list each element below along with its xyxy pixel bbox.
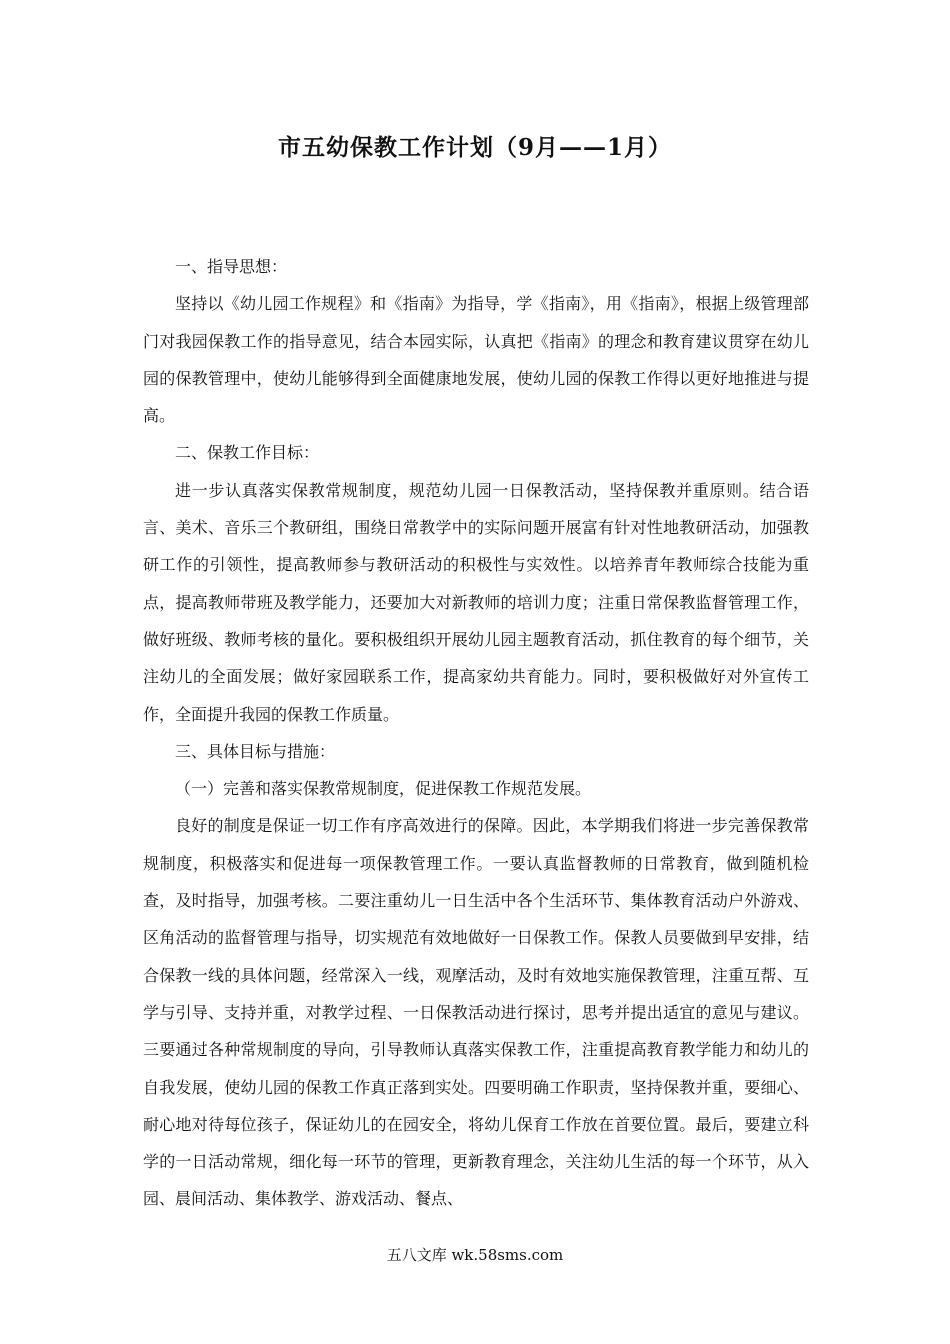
document-body <box>143 248 809 1218</box>
section-heading-work-goals: 二、保教工作目标： <box>175 443 320 463</box>
paragraph-regulations: 良好的制度是保证一切工作有序高效进行的保障。因此，本学期我们将进一步完善保教常规制度，积极落实和促进每一项保教管理工作。一要认真监督教师的日常教育，做到随机检查，及时指导，加强考核。二要注重幼儿一日生活中各个生活环节、集体教育活动户外游戏、区角活动的监督管理与指导，切实规范有效地做好一日保教工作。保教人员要做到早安排，结合保教一线的具体问题，经常深入一线，观摩活动，及时有效地实施保教管理，注重互帮、互学与引导、支持并重，对教学过程、一日保教活动进行探讨，思考并提出适宜的意见与建议。三要通过各种常规制度的导向，引导教师认真落实保教工作，注重提高教育教学能力和幼儿的自我发展，使幼儿园的保教工作真正落到实处。四要明确工作职责，坚持保教并重，要细心、耐心地对待每位孩子，保证幼儿的在园安全，将幼儿保育工作放在首要位置。最后，要建立科学的一日活动常规，细化每一环节的管理，更新教育理念，关注幼儿生活的每一个环节，从入园、晨间活动、集体教学、游戏活动、餐点、 <box>143 816 809 1209</box>
page-footer-watermark: 五八文库 wk.58sms.com <box>386 1246 564 1264</box>
section-heading-guiding-thought: 一、指导思想： <box>175 257 288 276</box>
page-title: 市五幼保教工作计划（9月——1月） <box>277 134 672 161</box>
section-heading-specific-measures: 三、具体目标与措施： <box>175 741 336 761</box>
subsection-heading-regulations: （一）完善和落实保教常规制度，促进保教工作规范发展。 <box>175 779 592 799</box>
paragraph-work-goals: 进一步认真落实保教常规制度，规范幼儿园一日保教活动，坚持保教并重原则。结合语言、美术、音乐三个教研组，围绕日常教学中的实际问题开展富有针对性地教研活动，加强教研工作的引领性，提高教师参与教研活动的积极性与实效性。以培养青年教师综合技能为重点，提高教师带班及教学能力，还要加大对新教师的培训力度；注重日常保教监督管理工作，做好班级、教师考核的量化。要积极组织开展幼儿园主题教育活动，抓住教育的每个细节，关注幼儿的全面发展；做好家园联系工作，提高家幼共育能力。同时，要积极做好对外宣传工作，全面提升我园的保教工作质量。 <box>143 480 809 724</box>
paragraph-guiding-thought: 坚持以《幼儿园工作规程》和《指南》为指导，学《指南》，用《指南》，根据上级管理部门对我园保教工作的指导意见，结合本园实际，认真把《指南》的理念和教育建议贯穿在幼儿园的保教管理中，使幼儿能够得到全面健康地发展，使幼儿园的保教工作得以更好地推进与提高。 <box>143 294 809 426</box>
